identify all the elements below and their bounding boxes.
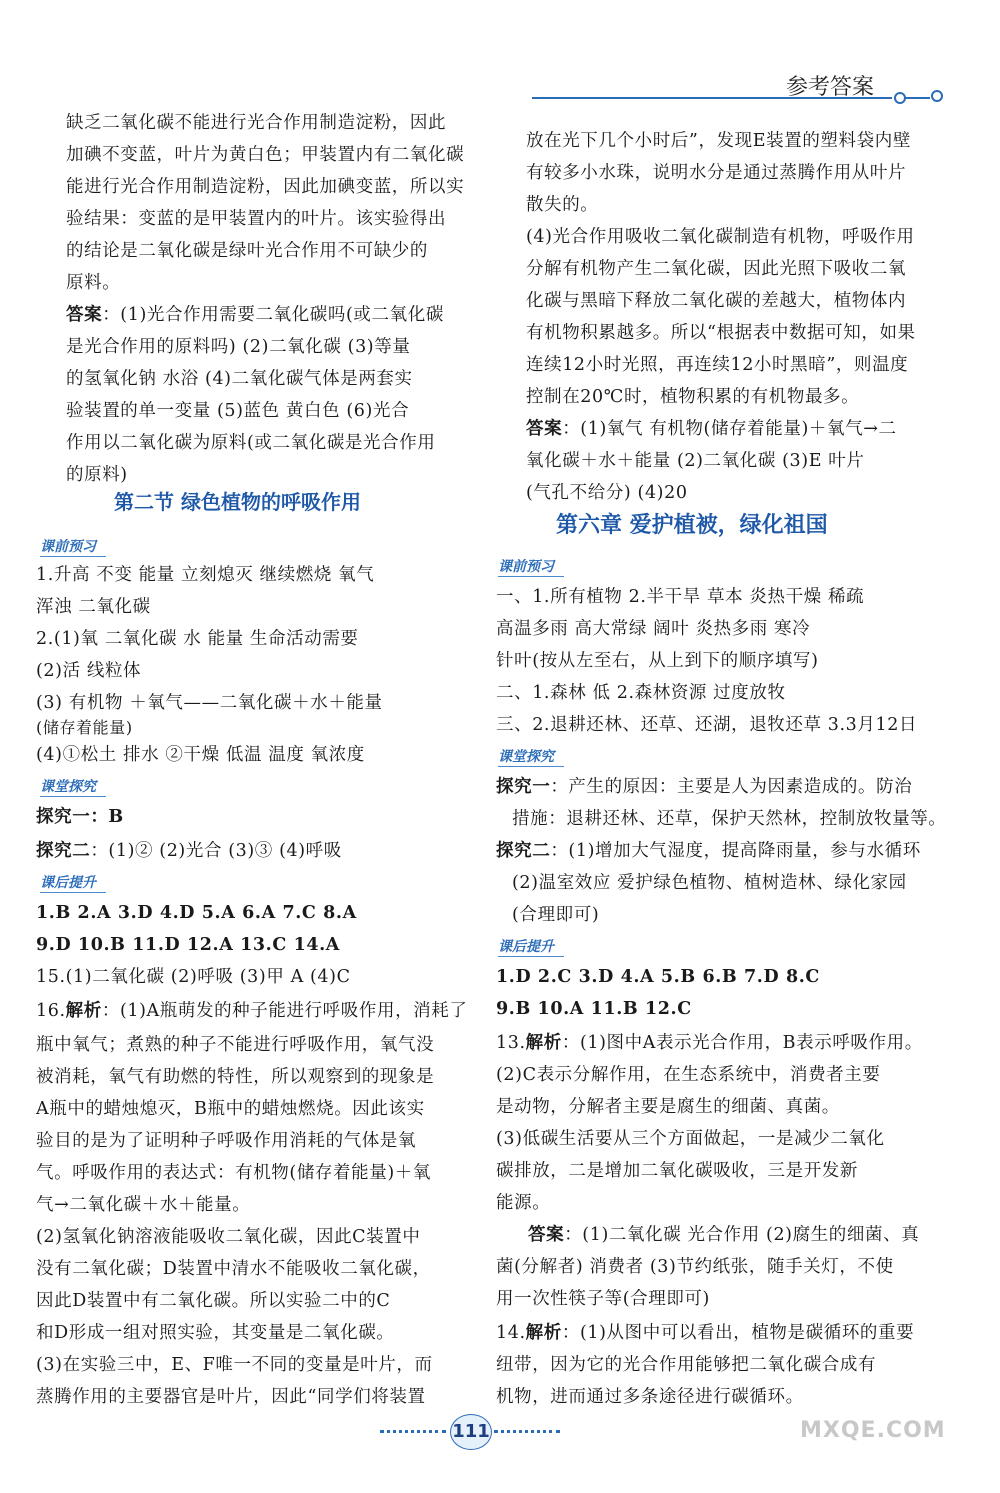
page-footer [380,1410,560,1454]
tag-after-class: 课后提升 [40,872,106,893]
explore2-label: 探究二 [36,841,91,861]
left-intro-line: 验结果：变蓝的是甲装置内的叶片。该实验得出 [66,209,447,229]
q16-text: ：(1)A瓶萌发的种子能进行呼吸作用，消耗了 [101,1001,468,1021]
footer-dots-left [380,1430,446,1433]
explore1-label: 探究一 [36,807,91,827]
left-preview-line: (2)活 线粒体 [36,661,142,681]
tag-preview: 课前预习 [40,536,106,557]
left-answer-line: 的氢氧化钠 水浴 (4)二氧化碳气体是两套实 [66,369,413,389]
answer-text: ：(1)氧气 有机物(储存着能量)＋氧气→二 [562,419,897,439]
left-answer-line: 作用以二氧化碳为原料(或二氧化碳是光合作用 [66,433,436,453]
left-q16-line: 验目的是为了证明种子呼吸作用消耗的气体是氧 [36,1131,417,1151]
section-title-respiration: 第二节 绿色植物的呼吸作用 [114,490,361,514]
q13-answer-label: 答案 [528,1225,565,1245]
left-q16-line: 没有二氧化碳；D装置中清水不能吸收二氧化碳， [36,1259,431,1279]
right-q13-answer-line: 用一次性筷子等(合理即可) [496,1289,710,1309]
right-q13-line: 碳排放，二是增加二氧化碳吸收，三是开发新 [496,1161,858,1181]
left-q16-line: (3)在实验三中，E、F唯一不同的变量是叶片，而 [36,1355,433,1375]
left-q16-line: 气。呼吸作用的表达式：有机物(储存着能量)＋氧 [36,1163,431,1183]
explore1-text: ：产生的原因：主要是人为因素造成的。防治 [550,777,913,797]
right-preview-line: 二、1.森林 低 2.森林资源 过度放牧 [496,683,786,703]
right-q14-line: 纽带，因为它的光合作用能够把二氧化碳合成有 [496,1355,877,1375]
tag-class-explore: 课堂探究 [40,776,106,797]
left-after-line: 9.D 10.B 11.D 12.A 13.C 14.A [36,935,340,955]
right-answer-line: (气孔不给分) (4)20 [526,483,688,503]
right-q14-line: 机物，进而通过多条途径进行碳循环。 [496,1387,804,1407]
right-q14-line-1 [496,1318,914,1349]
chapter-title: 第六章 爱护植被，绿化祖国 [556,513,828,538]
left-q16-line: (2)氢氧化钠溶液能吸收二氧化碳，因此C装置中 [36,1227,421,1247]
watermark-logo: MXQE.COM [800,1418,946,1443]
header-title: 参考答案 [786,75,875,100]
left-q16-line: A瓶中的蜡烛熄灭，B瓶中的蜡烛燃烧。因此该实 [36,1099,425,1119]
answer-label: 答案 [526,419,563,439]
page-number: 111 [450,1414,492,1450]
left-answer-line: 的原料) [66,465,128,485]
right-q13-line-1 [496,1028,923,1059]
tag-after-class: 课后提升 [498,936,564,957]
right-explore1-line-1 [496,772,912,803]
left-preview-line: (3) 有机物 ＋氧气——二氧化碳＋水＋能量 [36,693,383,713]
left-answer-line: 验装置的单一变量 (5)蓝色 黄白色 (6)光合 [66,401,410,421]
right-q13-line: (3)低碳生活要从三个方面做起，一是减少二氧化 [496,1129,885,1149]
left-after-line: 1.B 2.A 3.D 4.D 5.A 6.A 7.C 8.A [36,903,357,923]
q13-number: 13. [496,1033,526,1053]
left-preview-line: (储存着能量) [36,718,133,737]
tag-preview: 课前预习 [498,556,564,577]
left-intro-line: 缺乏二氧化碳不能进行光合作用制造淀粉，因此 [66,113,447,133]
left-q16-line: 和D形成一组对照实验，其变量是二氧化碳。 [36,1323,395,1343]
right-cont-line: 散失的。 [526,195,599,215]
right-explore1-line: 措施：退耕还林、还草，保护天然林，控制放牧量等。 [512,809,947,829]
left-q16-line: 因此D装置中有二氧化碳。所以实验二中的C [36,1291,391,1311]
q14-analysis-label: 解析 [525,1323,562,1343]
right-after-line: 1.D 2.C 3.D 4.A 5.B 6.B 7.D 8.C [496,967,820,987]
left-after-line: 15.(1)二氧化碳 (2)呼吸 (3)甲 A (4)C [36,967,351,987]
left-intro-line: 原料。 [66,273,121,293]
right-after-line: 9.B 10.A 11.B 12.C [496,999,692,1019]
right-explore2-line: (合理即可) [512,905,600,925]
answer-text: ：(1)光合作用需要二氧化碳吗(或二氧化碳 [102,305,444,325]
explore2-text: ：(1)增加大气湿度，提高降雨量，参与水循环 [550,841,921,861]
left-intro-line: 能进行光合作用制造淀粉，因此加碘变蓝，所以实 [66,177,465,197]
right-cont-line: 分解有机物产生二氧化碳，因此光照下吸收二氧 [526,259,907,279]
left-q16-line: 气→二氧化碳＋水＋能量。 [36,1195,251,1215]
right-cont-line: (4)光合作用吸收二氧化碳制造有机物，呼吸作用 [526,227,915,247]
explore1-value: ：B [90,807,124,827]
right-explore2-line-1 [496,836,921,867]
answer-label: 答案 [66,305,103,325]
right-answer-line-1 [526,414,897,445]
left-preview-line: 2.(1)氧 二氧化碳 水 能量 生命活动需要 [36,629,359,649]
right-answer-line: 氧化碳＋水＋能量 (2)二氧化碳 (3)E 叶片 [526,451,865,471]
right-preview-line: 高温多雨 高大常绿 阔叶 炎热多雨 寒冷 [496,619,811,639]
right-preview-line: 三、2.退耕还林、还草、还湖，退牧还草 3.3月12日 [496,715,918,735]
q16-number: 16. [36,1001,66,1021]
q13-analysis-label: 解析 [525,1033,562,1053]
right-q13-line: 是动物，分解者主要是腐生的细菌、真菌。 [496,1097,840,1117]
tag-class-explore: 课堂探究 [498,746,564,767]
right-cont-line: 化碳与黑暗下释放二氧化碳的差越大，植物体内 [526,291,907,311]
left-intro-line: 的结论是二氧化碳是绿叶光合作用不可缺少的 [66,241,428,261]
left-q16-line-1 [36,996,467,1027]
q13-answer-text: ：(1)二氧化碳 光合作用 (2)腐生的细菌、真 [564,1225,920,1245]
left-intro-line: 加碘不变蓝，叶片为黄白色；甲装置内有二氧化碳 [66,145,465,165]
right-cont-line: 有较多小水珠，说明水分是通过蒸腾作用从叶片 [526,163,907,183]
right-preview-line: 一、1.所有植物 2.半干旱 草本 炎热干燥 稀疏 [496,587,865,607]
q14-text: ：(1)从图中可以看出，植物是碳循环的重要 [561,1323,915,1343]
left-q16-line: 瓶中氧气；煮熟的种子不能进行呼吸作用，氧气没 [36,1035,435,1055]
left-explore-1 [36,802,124,833]
left-answer-line: 是光合作用的原料吗) (2)二氧化碳 (3)等量 [66,337,411,357]
left-answer-line-1 [66,300,444,331]
right-q13-line: 能源。 [496,1193,551,1213]
right-cont-line: 控制在20℃时，植物积累的有机物最多。 [526,387,860,407]
right-cont-line: 连续12小时光照，再连续12小时黑暗”，则温度 [526,355,909,375]
explore1-label: 探究一 [496,777,551,797]
right-q13-answer-line-1 [528,1220,919,1251]
left-preview-line: (4)①松土 排水 ②干燥 低温 温度 氧浓度 [36,745,365,765]
footer-dots-right [494,1430,560,1433]
q13-text: ：(1)图中A表示光合作用，B表示呼吸作用。 [561,1033,923,1053]
left-explore-2 [36,836,342,867]
left-q16-line: 蒸腾作用的主要器官是叶片，因此“同学们将装置 [36,1387,426,1407]
left-preview-line: 1.升高 不变 能量 立刻熄灭 继续燃烧 氧气 [36,565,375,585]
right-cont-line: 有机物积累越多。所以“根据表中数据可知，如果 [526,323,916,343]
explore2-label: 探究二 [496,841,551,861]
q14-number: 14. [496,1323,526,1343]
right-preview-line: 针叶(按从左至右，从上到下的顺序填写) [496,651,819,671]
right-q13-answer-line: 菌(分解者) 消费者 (3)节约纸张，随手关灯，不使 [496,1257,894,1277]
right-q13-line: (2)C表示分解作用，在生态系统中，消费者主要 [496,1065,881,1085]
left-preview-line: 浑浊 二氧化碳 [36,597,151,617]
right-explore2-line: (2)温室效应 爱护绿色植物、植树造林、绿化家园 [512,873,907,893]
q16-analysis-label: 解析 [65,1001,102,1021]
right-cont-line: 放在光下几个小时后”，发现E装置的塑料袋内壁 [526,131,911,151]
left-q16-line: 被消耗，氧气有助燃的特性，所以观察到的现象是 [36,1067,435,1087]
header-rule [532,86,952,110]
explore2-value: ：(1)② (2)光合 (3)③ (4)呼吸 [90,841,342,861]
